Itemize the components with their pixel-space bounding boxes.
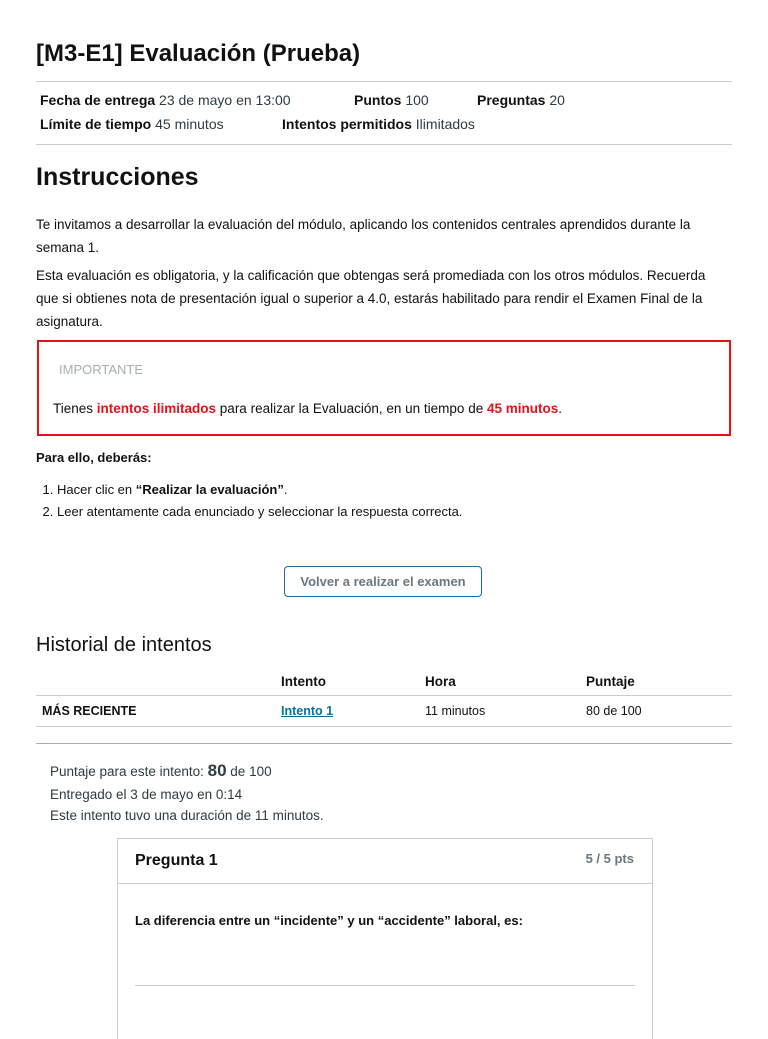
important-text-mid: para realizar la Evaluación, en un tiempo de xyxy=(216,401,487,416)
time-limit-value: 45 minutos xyxy=(155,116,224,132)
steps-list xyxy=(36,479,462,523)
time-limit xyxy=(40,116,224,132)
allowed-attempts-value: Ilimitados xyxy=(415,116,475,132)
question-header xyxy=(118,839,652,884)
due-date-value: 23 de mayo en 13:00 xyxy=(159,92,291,108)
questions-label: Preguntas xyxy=(477,92,546,108)
points-label: Puntos xyxy=(354,92,402,108)
question-card xyxy=(117,838,653,1039)
submitted-date: Entregado el 3 de mayo en 0:14 xyxy=(50,787,243,802)
column-header-time: Hora xyxy=(425,674,456,689)
attempt-score-summary xyxy=(50,761,272,781)
instructions-paragraph-2: Esta evaluación es obligatoria, y la calificación que obtengas será promediada con los otros módulos. Recuerda que si obtienes nota de presentación igual o superior a 4.0, estarás habilitado para rendir el Examen Final de la asignatura. xyxy=(36,268,706,329)
most-recent-label: MÁS RECIENTE xyxy=(42,704,137,718)
step-1-pre: Hacer clic en xyxy=(57,482,136,497)
score-suffix: de 100 xyxy=(226,764,272,779)
attempt-time: 11 minutos xyxy=(425,704,486,718)
attempt-1-link[interactable]: Intento 1 xyxy=(281,704,334,718)
points-value: 100 xyxy=(405,92,429,108)
important-text xyxy=(53,401,562,416)
unlimited-attempts-highlight: intentos ilimitados xyxy=(96,401,217,416)
attempt-duration: Este intento tuvo una duración de 11 minutos. xyxy=(50,808,324,823)
question-points: 5 / 5 pts xyxy=(585,851,634,866)
meta-divider xyxy=(36,144,732,145)
important-text-post: . xyxy=(558,401,562,416)
column-header-attempt: Intento xyxy=(281,674,326,689)
step-2: 2. Leer atentamente cada enunciado y seleccionar la respuesta correcta. xyxy=(57,501,462,523)
step-1 xyxy=(57,479,462,501)
retake-quiz-button[interactable]: Volver a realizar el examen xyxy=(284,566,482,597)
time-highlight: 45 minutos xyxy=(486,401,559,416)
page-title: [M3-E1] Evaluación (Prueba) xyxy=(36,40,361,67)
step-1-bold: “Realizar la evaluación” xyxy=(135,482,284,497)
question-title: Pregunta 1 xyxy=(135,852,218,869)
important-text-pre: Tienes xyxy=(53,401,97,416)
step-1-post: . xyxy=(283,482,288,497)
important-box xyxy=(37,340,731,436)
due-date-label: Fecha de entrega xyxy=(40,92,156,108)
questions-value: 20 xyxy=(549,92,565,108)
score-value: 80 xyxy=(207,761,227,780)
instructions-paragraph-1: Te invitamos a desarrollar la evaluación del módulo, aplicando los contenidos centrales aprendidos durante la semana 1. xyxy=(36,217,691,255)
steps-title: Para ello, deberás: xyxy=(36,450,152,465)
questions-count xyxy=(477,92,565,108)
time-limit-label: Límite de tiempo xyxy=(40,116,152,132)
question-text: La diferencia entre un “incidente” y un “accidente” laboral, es: xyxy=(135,913,523,928)
score-label: Puntaje para este intento: xyxy=(50,764,208,779)
attempt-history-heading: Historial de intentos xyxy=(36,634,212,656)
instructions-heading: Instrucciones xyxy=(36,163,199,191)
attempt-score: 80 de 100 xyxy=(586,704,642,718)
column-header-score: Puntaje xyxy=(586,674,635,689)
allowed-attempts xyxy=(282,116,475,132)
allowed-attempts-label: Intentos permitidos xyxy=(282,116,412,132)
question-body-divider xyxy=(135,985,635,986)
table-header-divider xyxy=(36,695,732,696)
title-divider xyxy=(36,81,732,82)
section-divider xyxy=(36,743,732,744)
due-date xyxy=(40,92,291,108)
table-row-divider xyxy=(36,726,732,727)
points xyxy=(354,92,429,108)
important-title: IMPORTANTE xyxy=(59,362,144,377)
